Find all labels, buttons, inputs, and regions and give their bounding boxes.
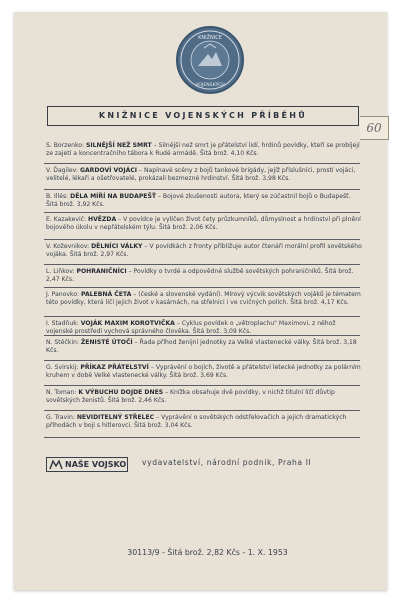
handwritten-tag: 60 xyxy=(360,116,389,140)
book-description: – V povídkách z fronty přibližuje autor čtenáři morální profil sovětského vojáka. Šitá brož. 2,97 Kčs. xyxy=(46,243,362,259)
publisher-name: vydavatelství, národní podnik, Praha II xyxy=(142,458,312,467)
book-entry xyxy=(46,193,362,210)
book-author: I. Stadňuk: xyxy=(46,320,79,327)
entry-divider xyxy=(44,410,360,411)
book-entry xyxy=(46,268,362,285)
book-author: N. Toman: xyxy=(46,389,77,396)
book-description: – Napínavé scény z bojů tankové brigády, jejíž příslušníci, prostí vojáci, velitelé, lékaři a ošetřovatelé, prokázali bezmezné hrdinství. Šitá brož. 3,98 Kčs. xyxy=(46,167,356,183)
book-description: – Cyklus povídek o „větroplachu" Maximovi, z něhož vojenské prostředí vychová správného člověka. Šitá brož. 3,09 Kčs. xyxy=(46,320,336,336)
book-title: DĚLNÍCI VÁLKY xyxy=(91,243,143,250)
emblem-icon xyxy=(178,28,242,92)
book-entry xyxy=(46,414,362,431)
book-title: NEVIDITELNÝ STŘELEC xyxy=(76,414,155,421)
book-title: K VÝBUCHU DOJDE DNES xyxy=(78,389,164,396)
book-title: VOJÁK MAXIM KOROTVIČKA xyxy=(80,320,175,327)
book-author: N. Stěčkin: xyxy=(46,339,79,346)
entry-divider xyxy=(44,163,360,164)
book-title: ŽENISTÉ ÚTOČÍ xyxy=(80,339,133,346)
entry-divider xyxy=(44,264,360,265)
book-entry xyxy=(46,364,362,381)
book-author: B. Illés: xyxy=(46,193,69,200)
entry-divider xyxy=(44,385,360,386)
book-description: – Vyprávění o sovětských odstřelovačích a jejich dramatických příhodách v boji s hitlerovci. Šitá brož. 3,04 Kčs. xyxy=(46,414,347,430)
book-author: V. Ďagilev: xyxy=(46,167,79,174)
book-author: G. Svirskij: xyxy=(46,364,79,371)
series-title-box: KNIŽNICE VOJENSKÝCH PŘÍBĚHŮ xyxy=(47,106,359,126)
book-description: – Knížka obsahuje dvě povídky, v nichž titulní líčí důvtip sovětských ženistů. Šitá brož. 2,46 Kčs. xyxy=(46,389,335,405)
book-description: – Vyprávění o bojích, životě a přátelství letecké jednotky za polárním kruhem v době Velké vlastenecké války. Šitá brož. 3,69 Kčs. xyxy=(46,364,361,380)
book-entry xyxy=(46,243,362,260)
book-entry xyxy=(46,339,362,356)
entry-divider xyxy=(44,212,360,213)
entry-divider xyxy=(44,189,360,190)
book-description: – (české a slovenské vydání). Mírový výcvik sovětských vojáků je tématem této povídky, která líčí jejich život v kasárnách, na střelnici i ve cvičných polích. Šitá brož. 4,17 Kčs. xyxy=(46,291,361,307)
book-entry xyxy=(46,142,362,159)
book-description: – Povídky o tvrdé a odpovědné službě sovětských pohraničníků. Šitá brož. 2,47 Kčs. xyxy=(46,268,354,284)
entry-divider xyxy=(44,239,360,240)
book-author: J. Panovko: xyxy=(46,291,80,298)
book-entry xyxy=(46,167,362,184)
book-description: – Bojové zkušenosti autora, který se zúčastnil bojů o Budapešť. Šitá brož. 3,92 Kčs. xyxy=(46,193,351,209)
book-title: PALEBNÁ ČETA xyxy=(81,291,132,298)
publisher-logo xyxy=(46,457,128,472)
book-title: PŘÍKAZ PŘÁTELSTVÍ xyxy=(80,364,149,371)
entry-divider xyxy=(44,437,360,438)
book-description: – V povídce je vylíčen život čety průzkumníků, důmyslnost a hrdinství při plnění bojového úkolu v nepřátelském týlu. Šitá brož. 2,06 Kčs. xyxy=(46,216,361,232)
book-author: G. Travin: xyxy=(46,414,75,421)
book-title: POHRANIČNÍCI xyxy=(76,268,127,275)
logo-mark-icon xyxy=(49,459,63,470)
book-author: L. Liňkov: xyxy=(46,268,75,275)
book-author: S. Borzenko: xyxy=(46,142,85,149)
entry-divider xyxy=(44,316,360,317)
book-author: V. Koževnikov: xyxy=(46,243,90,250)
book-title: DĚLA MÍŘÍ NA BUDAPEŠŤ xyxy=(70,193,156,200)
book-entry xyxy=(46,291,362,308)
series-emblem xyxy=(176,26,244,94)
entry-divider xyxy=(44,360,360,361)
book-description: – Silnější než smrt je přátelství lidí, hrdinů povídky, kteří se probíjejí ze zajetí a koncentračního tábora k Rudé armádě. Šitá brož. 4,10 Kčs. xyxy=(46,142,360,158)
book-title: HVĚZDA xyxy=(87,216,117,223)
book-entry xyxy=(46,389,362,406)
entry-divider xyxy=(44,287,360,288)
svg-text:VOJENSKÝCH: VOJENSKÝCH xyxy=(195,83,225,88)
book-title: SILNĚJŠÍ NEŽ SMRT xyxy=(86,142,152,149)
entry-divider xyxy=(44,335,360,336)
book-author: E. Kazakevič: xyxy=(46,216,87,223)
publisher-logo-text: NAŠE VOJSKO xyxy=(65,460,127,469)
svg-text:KNIŽNICE: KNIŽNICE xyxy=(198,35,222,41)
publisher-footer xyxy=(46,457,366,475)
book-title: GARDOVÍ VOJÁCI xyxy=(79,167,138,174)
book-entry xyxy=(46,216,362,233)
book-description: – Řada příhod ženijní jednotky za Velké vlastenecké války. Šitá brož. 3,18 Kčs. xyxy=(46,339,357,355)
price-line: 30113/9 - Šitá brož. 2,82 Kčs - 1. X. 1953 xyxy=(127,548,288,557)
